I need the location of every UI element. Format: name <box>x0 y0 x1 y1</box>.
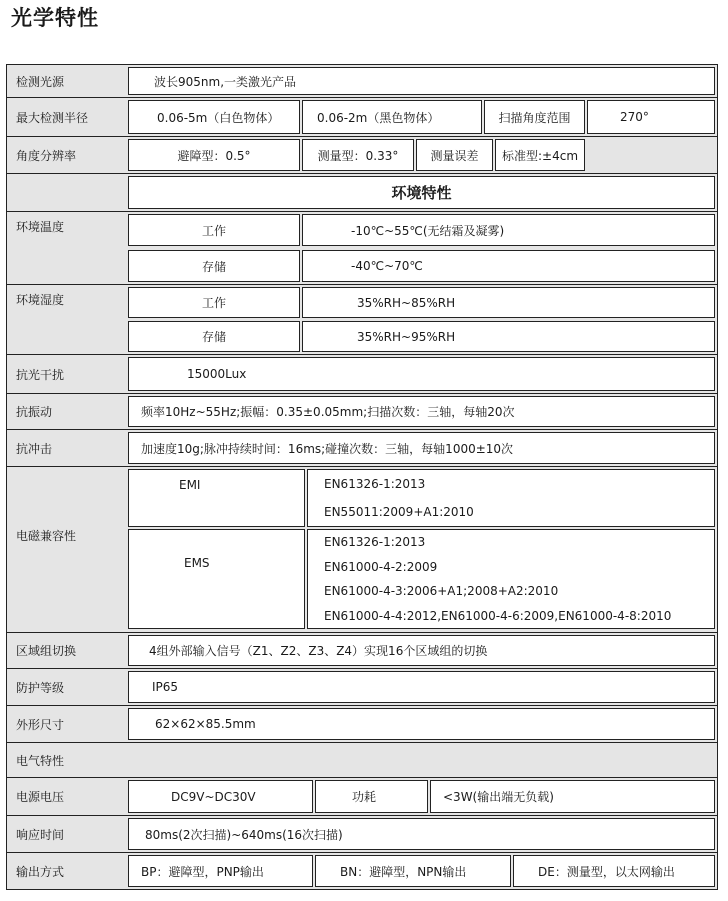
temperature-work-value: -10℃~55℃(无结霜及凝雾) <box>302 214 715 246</box>
zone-switching-value: 4组外部输入信号（Z1、Z2、Z3、Z4）实现16个区域组的切换 <box>128 635 715 666</box>
resolution-avoid-value: 避障型：0.5° <box>128 139 300 171</box>
ems-label: EMS <box>128 529 305 629</box>
row-label: 区域组切换 <box>16 644 77 658</box>
row-vibration <box>7 394 717 429</box>
row-shock <box>7 430 717 466</box>
row-electrical-header <box>7 743 717 777</box>
row-light-source <box>7 65 717 97</box>
row-response-time <box>7 816 717 852</box>
measure-error-label: 测量误差 <box>416 139 493 171</box>
row-label: 检测光源 <box>16 74 65 89</box>
row-environment-header <box>7 174 717 211</box>
ems-standard: EN61000-4-3:2006+A1;2008+A2:2010 <box>324 584 559 599</box>
row-label: 环境湿度 <box>16 292 65 307</box>
output-bp-value: BP：避障型，PNP输出 <box>128 855 313 887</box>
row-label: 抗光干扰 <box>16 367 65 382</box>
row-label: 角度分辨率 <box>16 148 77 163</box>
row-label: 电磁兼容性 <box>16 528 77 543</box>
emi-standards <box>307 469 715 527</box>
row-supply-voltage <box>7 778 717 815</box>
scan-angle-label: 扫描角度范围 <box>484 100 585 134</box>
spec-table <box>6 64 718 890</box>
ems-standard: EN61000-4-2:2009 <box>324 559 438 574</box>
light-interference-value: 15000Lux <box>128 357 715 391</box>
row-label: 输出方式 <box>16 864 65 879</box>
emi-standard: EN61326-1:2013 <box>324 477 426 491</box>
humidity-work-label: 工作 <box>128 287 300 318</box>
humidity-work-value: 35%RH~85%RH <box>302 287 715 318</box>
row-label: 响应时间 <box>16 827 65 842</box>
power-value: <3W(输出端无负载) <box>430 780 715 813</box>
resolution-measure-value: 测量型：0.33° <box>302 139 414 171</box>
temperature-work-label: 工作 <box>128 214 300 246</box>
ems-standard: EN61000-4-4:2012,EN61000-4-6:2009,EN61000-4-8:2010 <box>324 608 672 623</box>
shock-value: 加速度10g;脉冲持续时间：16ms;碰撞次数：三轴，每轴1000±10次 <box>128 432 715 464</box>
ems-standard: EN61326-1:2013 <box>324 535 426 550</box>
row-label: 抗振动 <box>16 405 53 419</box>
light-source-value: 波长905nm,一类激光产品 <box>128 67 715 95</box>
row-label: 最大检测半径 <box>16 110 89 125</box>
row-label: 电源电压 <box>16 790 65 804</box>
row-label: 环境温度 <box>16 219 65 234</box>
emi-standard: EN55011:2009+A1:2010 <box>324 505 474 519</box>
row-group-temperature <box>7 212 717 284</box>
scan-angle-value: 270° <box>587 100 715 134</box>
radius-white-value: 0.06-5m（白色物体） <box>128 100 300 134</box>
ems-standards <box>307 529 715 629</box>
row-label: 外形尺寸 <box>16 717 65 732</box>
humidity-store-value: 35%RH~95%RH <box>302 321 715 352</box>
humidity-store-label: 存储 <box>128 321 300 352</box>
protection-value: IP65 <box>128 671 715 703</box>
temperature-store-value: -40℃~70℃ <box>302 250 715 282</box>
row-label: 抗冲击 <box>16 441 53 456</box>
row-protection <box>7 669 717 705</box>
row-size <box>7 706 717 742</box>
output-de-value: DE：测量型，以太网输出 <box>513 855 715 887</box>
row-label: 防护等级 <box>16 680 65 695</box>
supply-voltage-value: DC9V~DC30V <box>128 780 313 813</box>
page-title: 光学特性 <box>11 6 99 30</box>
response-time-value: 80ms(2次扫描)~640ms(16次扫描) <box>128 818 715 850</box>
environment-section-title: 环境特性 <box>128 176 715 209</box>
output-bn-value: BN：避障型，NPN输出 <box>315 855 511 887</box>
row-output-mode <box>7 853 717 889</box>
electrical-section-label: 电气特性 <box>16 753 65 768</box>
row-group-emc <box>7 467 717 632</box>
measure-error-value: 标准型:±4cm <box>495 139 585 171</box>
temperature-store-label: 存储 <box>128 250 300 282</box>
row-zone-switching <box>7 633 717 668</box>
size-value: 62×62×85.5mm <box>128 708 715 740</box>
vibration-value: 频率10Hz~55Hz;振幅：0.35±0.05mm;扫描次数：三轴，每轴20次 <box>128 396 715 427</box>
row-group-humidity <box>7 285 717 354</box>
radius-black-value: 0.06-2m（黑色物体） <box>302 100 482 134</box>
power-label: 功耗 <box>315 780 428 813</box>
row-light-interference <box>7 355 717 393</box>
row-detection-radius <box>7 98 717 136</box>
row-angle-resolution <box>7 137 717 173</box>
emi-label: EMI <box>128 469 305 527</box>
